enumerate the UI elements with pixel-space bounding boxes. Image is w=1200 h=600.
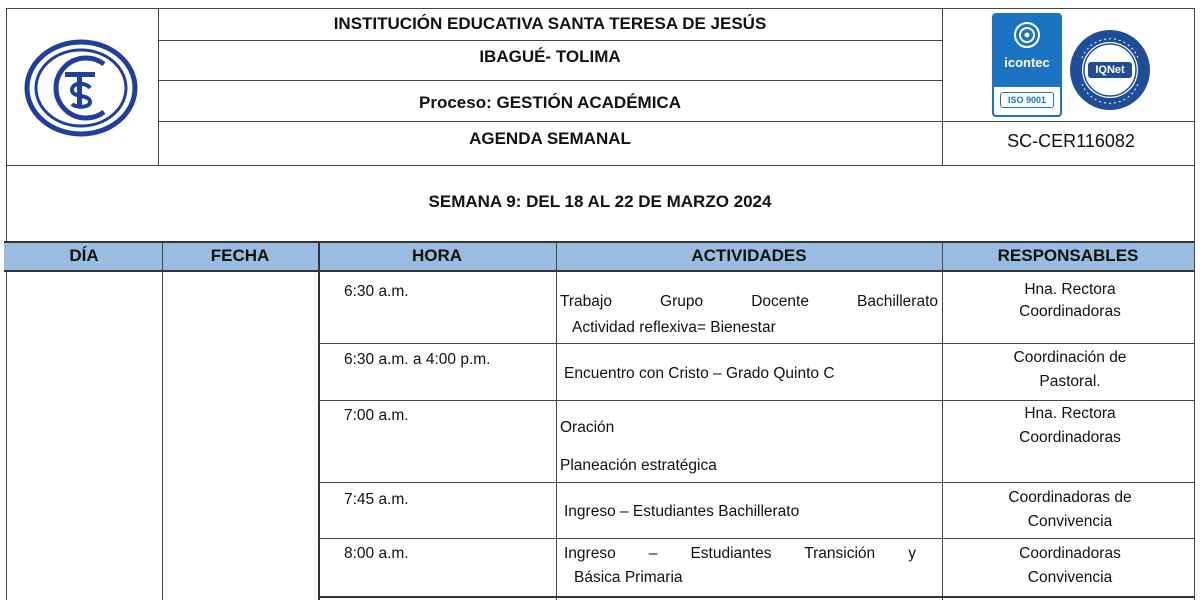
- row-3-actividad-line-1: Oración: [560, 419, 615, 436]
- column-header-hora: HORA: [411, 246, 463, 265]
- row-5-responsable-line-2: Convivencia: [1027, 569, 1113, 586]
- table-col-line-1: [162, 242, 163, 600]
- row-4-hora: 7:45 a.m.: [344, 491, 409, 508]
- row-5-responsable-line-1: Coordinadoras: [1019, 545, 1121, 562]
- row-1-responsable-line-1: Hna. Rectora: [1024, 281, 1116, 298]
- row-1-responsable-line-2: Coordinadoras: [1019, 303, 1121, 320]
- iqnet-label: IQNet: [1095, 64, 1125, 76]
- row-1-actividad-line-1: Trabajo Grupo Docente Bachillerato: [560, 293, 938, 310]
- row-4-actividad-line-1: Ingreso – Estudiantes Bachillerato: [564, 503, 800, 520]
- document-type: AGENDA SEMANAL: [469, 129, 631, 148]
- institution-name: INSTITUCIÓN EDUCATIVA SANTA TERESA DE JESÚS: [333, 14, 767, 33]
- iqnet-seal: [1068, 28, 1152, 112]
- row-3-hora: 7:00 a.m.: [344, 407, 409, 424]
- row-line-5: [318, 596, 1194, 598]
- row-line-4: [318, 538, 1194, 539]
- row-2-responsable-line-1: Coordinación de: [1013, 349, 1127, 366]
- icontec-logo: [992, 13, 1062, 117]
- table-col-line-4: [942, 242, 943, 600]
- row-line-2: [318, 400, 1194, 401]
- row-2-responsable-line-2: Pastoral.: [1039, 373, 1101, 390]
- row-1-hora: 6:30 a.m.: [344, 283, 409, 300]
- header-row-line-1: [158, 40, 942, 41]
- city-name: IBAGUÉ- TOLIMA: [479, 47, 621, 66]
- column-header-actividades: ACTIVIDADES: [691, 246, 807, 265]
- header-row-line-2: [158, 80, 942, 81]
- row-3-responsable-line-2: Coordinadoras: [1019, 429, 1121, 446]
- row-line-3: [318, 482, 1194, 483]
- column-header-responsables: RESPONSABLES: [997, 246, 1139, 265]
- table-header-bottom-line: [4, 270, 1194, 272]
- header-bottom-line: [6, 165, 1194, 166]
- row-line-1: [318, 343, 1194, 344]
- icontec-label: icontec: [1004, 55, 1050, 70]
- row-2-hora: 6:30 a.m. a 4:00 p.m.: [344, 351, 491, 368]
- institution-logo: [22, 38, 140, 138]
- table-col-line-3: [556, 242, 557, 600]
- column-header-dia: DÍA: [69, 246, 99, 265]
- row-1-actividad-line-2: Actividad reflexiva= Bienestar: [572, 319, 776, 336]
- border-top: [6, 8, 1194, 9]
- table-col-line-2: [318, 242, 320, 600]
- row-4-responsable-line-1: Coordinadoras de: [1008, 489, 1132, 506]
- process-name: Proceso: GESTIÓN ACADÉMICA: [419, 93, 681, 112]
- column-header-fecha: FECHA: [210, 246, 270, 265]
- row-3-responsable-line-1: Hna. Rectora: [1024, 405, 1116, 422]
- row-3-actividad-line-2: Planeación estratégica: [560, 457, 717, 474]
- row-5-hora: 8:00 a.m.: [344, 545, 409, 562]
- border-left: [6, 8, 7, 600]
- row-5-actividad-line-1: Ingreso – Estudiantes Transición y: [564, 545, 916, 562]
- row-5-actividad-line-2: Básica Primaria: [574, 569, 683, 586]
- iso-9001-label: ISO 9001: [1000, 92, 1054, 108]
- row-2-actividad-line-1: Encuentro con Cristo – Grado Quinto C: [564, 365, 835, 382]
- week-title: SEMANA 9: DEL 18 AL 22 DE MARZO 2024: [428, 192, 772, 211]
- row-4-responsable-line-2: Convivencia: [1027, 513, 1113, 530]
- certificate-code: SC-CER116082: [1007, 131, 1135, 151]
- border-right: [1194, 8, 1195, 600]
